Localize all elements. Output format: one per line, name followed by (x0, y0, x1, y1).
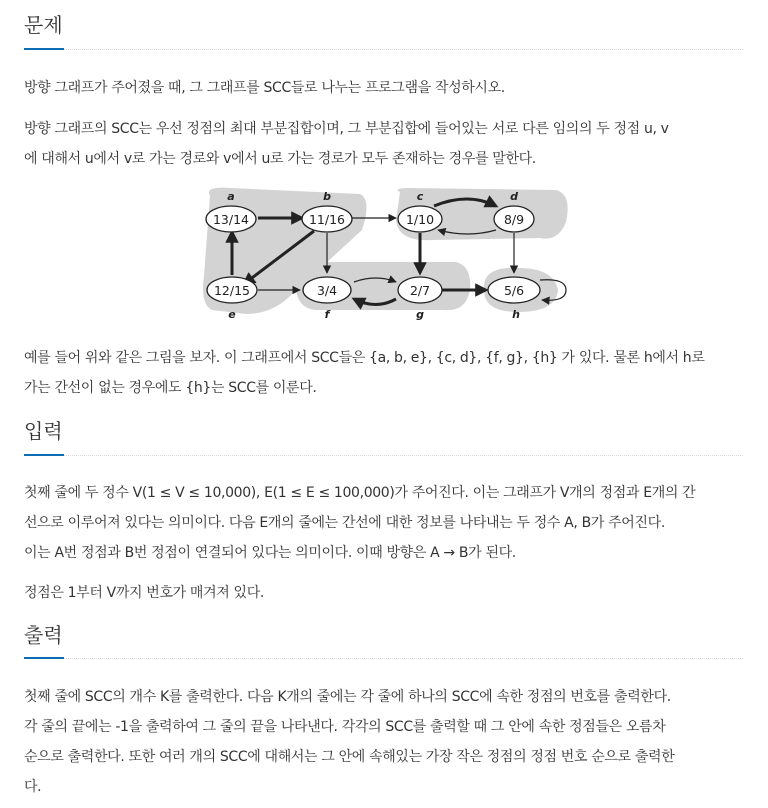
output-paragraph-1 (24, 682, 746, 802)
node-d-label: 8/9 (503, 212, 525, 227)
input-paragraph-2 (24, 578, 746, 608)
problem-title-divider (24, 49, 743, 50)
output-title: 출력 (24, 623, 63, 647)
output-p1-line1: 첫째 줄에 SCC의 개수 K를 출력한다. 다음 K개의 줄에는 각 줄에 하나의 SCC에 속한 정점의 번호를 출력한다. (24, 689, 671, 705)
node-g-letter: g (416, 308, 424, 321)
node-h (488, 277, 540, 321)
node-b-letter: b (323, 190, 331, 203)
node-h-label: 5/6 (503, 283, 525, 298)
node-c-label: 1/10 (405, 212, 435, 227)
node-f (303, 277, 351, 321)
problem-title-accent (24, 48, 64, 50)
output-title-accent (24, 657, 64, 659)
node-g-label: 2/7 (409, 283, 431, 298)
node-f-label: 3/4 (316, 283, 338, 298)
input-title-divider (24, 455, 743, 456)
output-title-divider (24, 658, 743, 659)
input-title: 입력 (24, 419, 63, 443)
problem-paragraph-2 (24, 114, 746, 174)
input-p2-text: 정점은 1부터 V까지 번호가 매겨져 있다. (24, 585, 264, 601)
input-paragraph-1 (24, 478, 746, 568)
node-f-letter: f (324, 308, 330, 321)
node-e-letter: e (228, 308, 236, 321)
problem-p3-line1: 예를 들어 위와 같은 그림을 보자. 이 그래프에서 SCC들은 {a, b, e}, {c, d}, {f, g}, {h} 가 있다. 물론 h에서 h로 (24, 350, 705, 366)
output-p1-line4: 다. (24, 779, 42, 795)
problem-p1-text: 방향 그래프가 주어졌을 때, 그 그래프를 SCC들로 나누는 프로그램을 작성하시오. (24, 80, 505, 96)
scc-graph-figure (200, 186, 570, 322)
problem-p2-line2: 에 대해서 u에서 v로 가는 경로와 v에서 u로 가는 경로가 모두 존재하는 경우를 말한다. (24, 151, 536, 167)
node-a-label: 13/14 (212, 212, 250, 227)
input-p1-line2: 선으로 이루어져 있다는 의미이다. 다음 E개의 줄에는 간선에 대한 정보를 나타내는 두 정수 A, B가 주어진다. (24, 515, 665, 531)
problem-p2-line1: 방향 그래프의 SCC는 우선 정점의 최대 부분집합이며, 그 부분집합에 들어있는 서로 다른 임의의 두 정점 u, v (24, 121, 669, 137)
node-g (398, 277, 442, 321)
problem-title: 문제 (24, 13, 63, 37)
problem-paragraph-1 (24, 73, 746, 103)
node-e-label: 12/15 (213, 283, 251, 298)
node-e (207, 277, 257, 321)
node-b-label: 11/16 (308, 212, 346, 227)
input-title-accent (24, 454, 64, 456)
problem-paragraph-3 (24, 343, 746, 403)
node-d-letter: d (510, 190, 518, 203)
node-c-letter: c (416, 190, 424, 203)
output-p1-line2: 각 줄의 끝에는 -1을 출력하여 그 줄의 끝을 나타낸다. 각각의 SCC를 출력할 때 그 안에 속한 정점들은 오름차 (24, 719, 666, 735)
output-p1-line3: 순으로 출력한다. 또한 여러 개의 SCC에 대해서는 그 안에 속해있는 가장 작은 정점의 정점 번호 순으로 출력한 (24, 749, 675, 765)
problem-p3-line2: 가는 간선이 없는 경우에도 {h}는 SCC를 이룬다. (24, 380, 317, 396)
input-p1-line1: 첫째 줄에 두 정수 V(1 ≤ V ≤ 10,000), E(1 ≤ E ≤ 100,000)가 주어진다. 이는 그래프가 V개의 정점과 E개의 간 (24, 485, 696, 501)
node-h-letter: h (512, 308, 520, 321)
input-p1-line3: 이는 A번 정점과 B번 정점이 연결되어 있다는 의미이다. 이때 방향은 A → B가 된다. (24, 545, 516, 561)
node-a-letter: a (227, 190, 235, 203)
